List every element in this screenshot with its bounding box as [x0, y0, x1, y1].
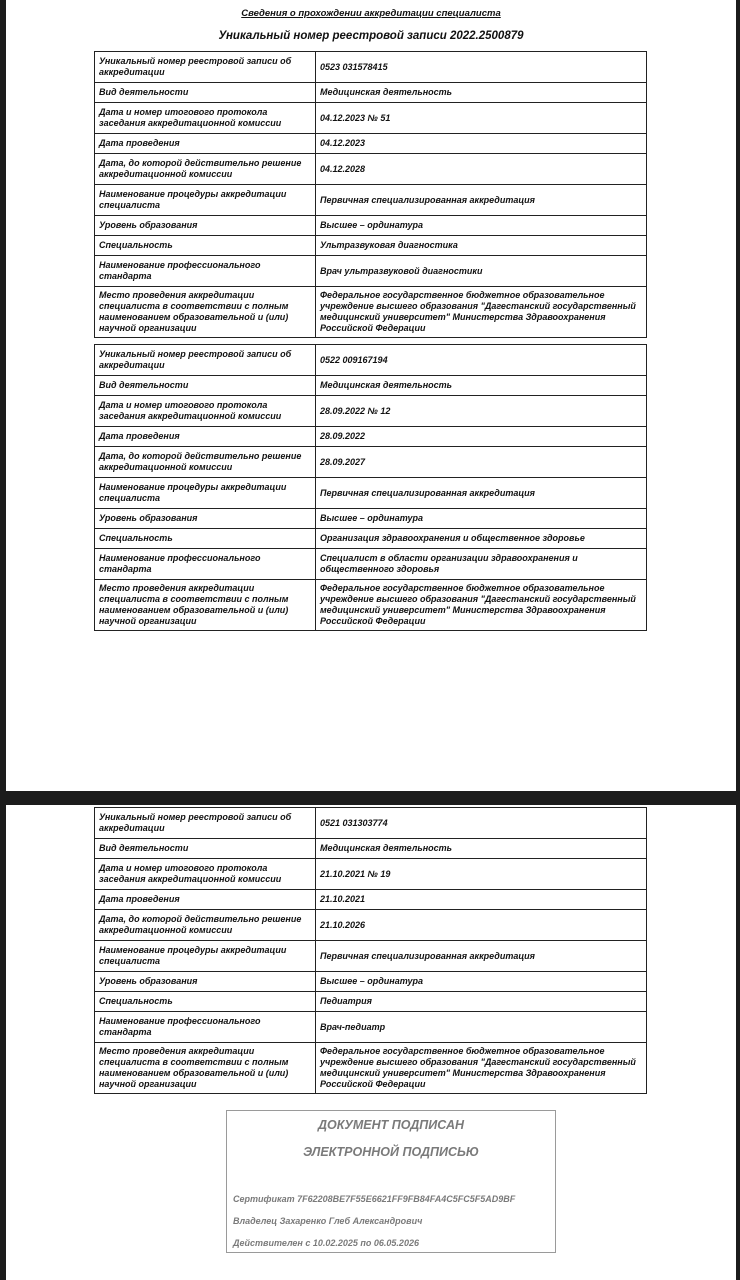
value-education-level: Высшее – ординатура	[316, 216, 647, 236]
value-activity-type: Медицинская деятельность	[316, 839, 647, 859]
row-date-held	[95, 890, 647, 910]
stamp-owner: Владелец Захаренко Глеб Александрович	[233, 1216, 423, 1226]
stamp-line-electronic: ЭЛЕКТРОННОЙ ПОДПИСЬЮ	[303, 1145, 479, 1159]
label-valid-until: Дата, до которой действительно решение аккредитационной комиссии	[95, 154, 316, 185]
label-place: Место проведения аккредитации специалиста в соответствии с полным наименованием образовательной и (или) научной организации	[95, 1043, 316, 1094]
accreditation-record-table	[94, 344, 647, 631]
value-date-held: 04.12.2023	[316, 134, 647, 154]
row-specialty	[95, 529, 647, 549]
value-valid-until: 28.09.2027	[316, 447, 647, 478]
value-registry-number: 0522 009167194	[316, 345, 647, 376]
row-prof-standard	[95, 549, 647, 580]
value-prof-standard: Врач ультразвуковой диагностики	[316, 256, 647, 287]
row-protocol	[95, 396, 647, 427]
stamp-certificate: Сертификат 7F62208BE7F55E6621FF9FB84FA4C5FC5F5AD9BF	[233, 1194, 516, 1204]
value-procedure: Первичная специализированная аккредитация	[316, 478, 647, 509]
row-prof-standard	[95, 256, 647, 287]
label-prof-standard: Наименование профессионального стандарта	[95, 1012, 316, 1043]
value-specialty: Организация здравоохранения и общественное здоровье	[316, 529, 647, 549]
label-procedure: Наименование процедуры аккредитации специалиста	[95, 478, 316, 509]
value-activity-type: Медицинская деятельность	[316, 83, 647, 103]
value-procedure: Первичная специализированная аккредитация	[316, 941, 647, 972]
accreditation-record-table	[94, 51, 647, 338]
row-specialty	[95, 992, 647, 1012]
label-procedure: Наименование процедуры аккредитации специалиста	[95, 185, 316, 216]
row-activity-type	[95, 83, 647, 103]
value-place: Федеральное государственное бюджетное образовательное учреждение высшего образования "Дагестанский государственный медицинский университет" Министерства Здравоохранения Российской Федерации	[316, 580, 647, 631]
label-valid-until: Дата, до которой действительно решение аккредитационной комиссии	[95, 447, 316, 478]
label-place: Место проведения аккредитации специалиста в соответствии с полным наименованием образовательной и (или) научной организации	[95, 287, 316, 338]
row-place	[95, 1043, 647, 1094]
label-procedure: Наименование процедуры аккредитации специалиста	[95, 941, 316, 972]
value-protocol: 21.10.2021 № 19	[316, 859, 647, 890]
row-activity-type	[95, 839, 647, 859]
label-activity-type: Вид деятельности	[95, 839, 316, 859]
label-registry-number: Уникальный номер реестровой записи об аккредитации	[95, 345, 316, 376]
label-specialty: Специальность	[95, 529, 316, 549]
label-date-held: Дата проведения	[95, 134, 316, 154]
row-procedure	[95, 185, 647, 216]
label-protocol: Дата и номер итогового протокола заседания аккредитационной комиссии	[95, 103, 316, 134]
value-valid-until: 21.10.2026	[316, 910, 647, 941]
value-protocol: 28.09.2022 № 12	[316, 396, 647, 427]
row-procedure	[95, 941, 647, 972]
label-valid-until: Дата, до которой действительно решение аккредитационной комиссии	[95, 910, 316, 941]
value-activity-type: Медицинская деятельность	[316, 376, 647, 396]
row-valid-until	[95, 910, 647, 941]
row-activity-type	[95, 376, 647, 396]
row-registry-number	[95, 52, 647, 83]
label-activity-type: Вид деятельности	[95, 376, 316, 396]
document-page-1	[6, 0, 736, 791]
value-prof-standard: Специалист в области организации здравоохранения и общественного здоровья	[316, 549, 647, 580]
row-protocol	[95, 859, 647, 890]
label-registry-number: Уникальный номер реестровой записи об аккредитации	[95, 808, 316, 839]
value-place: Федеральное государственное бюджетное образовательное учреждение высшего образования "Дагестанский государственный медицинский университет" Министерства Здравоохранения Российской Федерации	[316, 287, 647, 338]
row-date-held	[95, 427, 647, 447]
row-specialty	[95, 236, 647, 256]
row-place	[95, 287, 647, 338]
label-education-level: Уровень образования	[95, 972, 316, 992]
row-education-level	[95, 216, 647, 236]
label-place: Место проведения аккредитации специалиста в соответствии с полным наименованием образовательной и (или) научной организации	[95, 580, 316, 631]
document-page-2	[6, 805, 736, 1280]
row-valid-until	[95, 447, 647, 478]
value-date-held: 28.09.2022	[316, 427, 647, 447]
value-procedure: Первичная специализированная аккредитация	[316, 185, 647, 216]
row-registry-number	[95, 808, 647, 839]
row-registry-number	[95, 345, 647, 376]
row-place	[95, 580, 647, 631]
label-protocol: Дата и номер итогового протокола заседания аккредитационной комиссии	[95, 859, 316, 890]
row-date-held	[95, 134, 647, 154]
stamp-line-signed: ДОКУМЕНТ ПОДПИСАН	[317, 1118, 465, 1132]
accreditation-record-table	[94, 807, 647, 1094]
row-protocol	[95, 103, 647, 134]
document-subtitle: Сведения о прохождении аккредитации специалиста	[241, 8, 501, 19]
document-title: Уникальный номер реестровой записи 2022.2500879	[218, 30, 524, 42]
row-valid-until	[95, 154, 647, 185]
label-registry-number: Уникальный номер реестровой записи об аккредитации	[95, 52, 316, 83]
value-education-level: Высшее – ординатура	[316, 972, 647, 992]
value-education-level: Высшее – ординатура	[316, 509, 647, 529]
label-activity-type: Вид деятельности	[95, 83, 316, 103]
value-date-held: 21.10.2021	[316, 890, 647, 910]
stamp-validity: Действителен с 10.02.2025 по 06.05.2026	[233, 1238, 419, 1248]
row-prof-standard	[95, 1012, 647, 1043]
label-date-held: Дата проведения	[95, 427, 316, 447]
label-education-level: Уровень образования	[95, 509, 316, 529]
label-education-level: Уровень образования	[95, 216, 316, 236]
label-date-held: Дата проведения	[95, 890, 316, 910]
row-procedure	[95, 478, 647, 509]
value-registry-number: 0521 031303774	[316, 808, 647, 839]
label-prof-standard: Наименование профессионального стандарта	[95, 256, 316, 287]
value-protocol: 04.12.2023 № 51	[316, 103, 647, 134]
label-prof-standard: Наименование профессионального стандарта	[95, 549, 316, 580]
value-place: Федеральное государственное бюджетное образовательное учреждение высшего образования "Дагестанский государственный медицинский университет" Министерства Здравоохранения Российской Федерации	[316, 1043, 647, 1094]
value-specialty: Ультразвуковая диагностика	[316, 236, 647, 256]
row-education-level	[95, 509, 647, 529]
value-valid-until: 04.12.2028	[316, 154, 647, 185]
label-specialty: Специальность	[95, 236, 316, 256]
label-protocol: Дата и номер итогового протокола заседания аккредитационной комиссии	[95, 396, 316, 427]
value-prof-standard: Врач-педиатр	[316, 1012, 647, 1043]
value-specialty: Педиатрия	[316, 992, 647, 1012]
row-education-level	[95, 972, 647, 992]
electronic-signature-stamp	[226, 1110, 556, 1253]
label-specialty: Специальность	[95, 992, 316, 1012]
value-registry-number: 0523 031578415	[316, 52, 647, 83]
